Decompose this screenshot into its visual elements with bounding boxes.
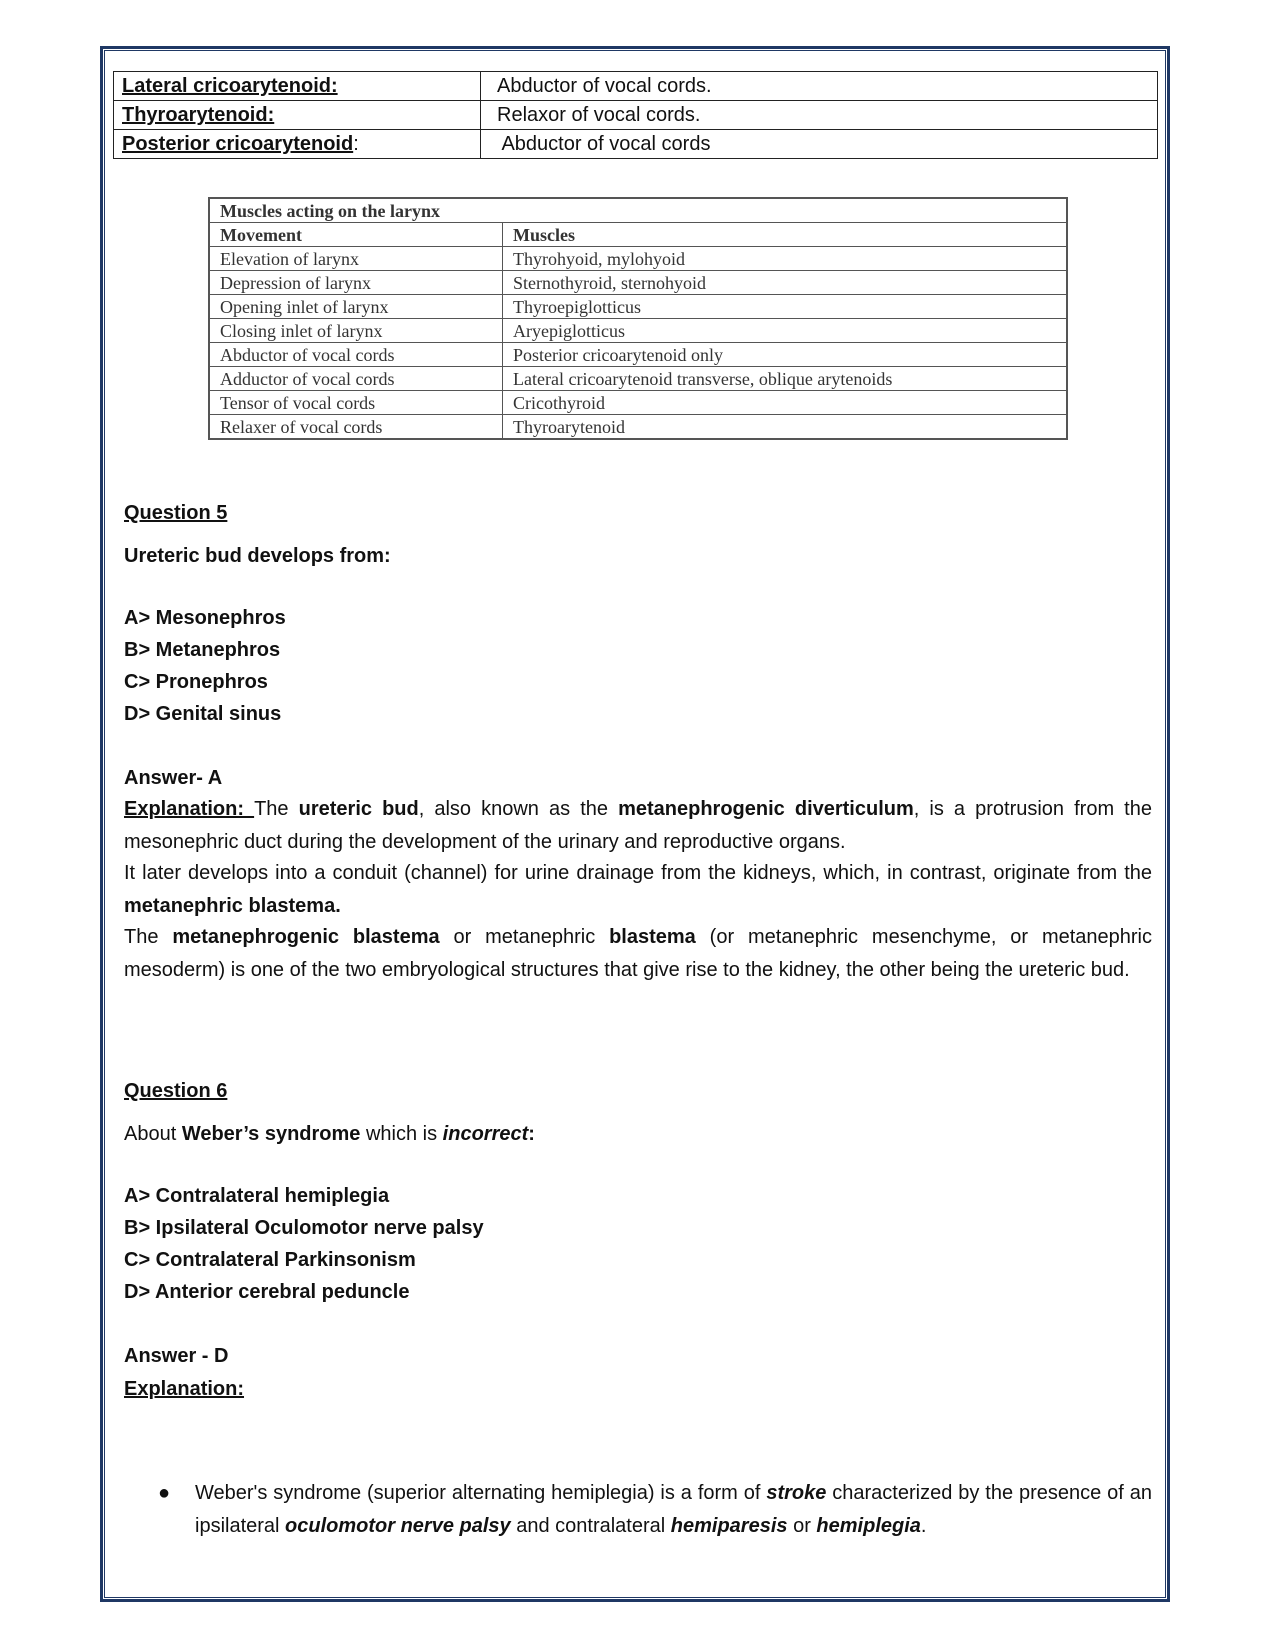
text: or	[787, 1515, 817, 1537]
muscles-cell: Aryepiglotticus	[503, 319, 1068, 343]
option-c: C> Contralateral Parkinsonism	[124, 1249, 416, 1271]
answer: Answer- A	[124, 767, 223, 789]
term-suffix: :	[353, 133, 359, 155]
muscles-cell: Cricothyroid	[503, 391, 1068, 415]
term: Thyroarytenoid:	[122, 104, 275, 126]
movement-cell: Tensor of vocal cords	[209, 391, 503, 415]
text: .	[920, 1515, 927, 1537]
larynx-muscles-table	[208, 197, 1068, 440]
answer: Answer - D	[124, 1345, 229, 1367]
bullet-list-item	[124, 1477, 1152, 1543]
text: Weber's syndrome (superior alternating hemiplegia) is a form of	[195, 1482, 767, 1504]
question-5-stem: Ureteric bud develops from:	[124, 545, 391, 567]
text: , also known as the	[418, 798, 619, 820]
table-row	[209, 271, 1067, 295]
option-a: A> Mesonephros	[124, 607, 286, 629]
term: Posterior cricoarytenoid	[122, 133, 354, 155]
table-row	[114, 101, 1158, 130]
vocal-cord-definition-table	[113, 71, 1158, 159]
explanation-paragraph-2	[124, 857, 1152, 923]
muscles-cell: Posterior cricoarytenoid only	[503, 343, 1068, 367]
term: Lateral cricoarytenoid:	[122, 75, 338, 97]
movement-cell: Closing inlet of larynx	[209, 319, 503, 343]
explanation-label: Explanation:	[124, 798, 255, 820]
description: Relaxor of vocal cords.	[481, 101, 1158, 130]
table-row	[209, 343, 1067, 367]
option-a: A> Contralateral hemiplegia	[124, 1185, 390, 1207]
bold-italic-term: incorrect	[442, 1123, 529, 1145]
movement-cell: Relaxer of vocal cords	[209, 415, 503, 440]
column-header-movement: Movement	[209, 223, 503, 247]
option-b: B> Ipsilateral Oculomotor nerve palsy	[124, 1217, 484, 1239]
muscles-cell: Thyrohyoid, mylohyoid	[503, 247, 1068, 271]
table-row	[209, 415, 1067, 440]
text: and contralateral	[510, 1515, 671, 1537]
column-header-muscles: Muscles	[503, 223, 1068, 247]
question-5-heading: Question 5	[124, 502, 228, 524]
bullet-icon: ●	[158, 1482, 171, 1504]
muscles-cell: Sternothyroid, sternohyoid	[503, 271, 1068, 295]
muscles-cell: Thyroepiglotticus	[503, 295, 1068, 319]
movement-cell: Adductor of vocal cords	[209, 367, 503, 391]
bold-term: metanephrogenic blastema	[172, 926, 440, 948]
text: :	[528, 1123, 535, 1145]
bold-italic-term: hemiparesis	[670, 1515, 788, 1537]
text: About	[124, 1123, 182, 1145]
text: or metanephric	[439, 926, 610, 948]
option-b: B> Metanephros	[124, 639, 281, 661]
table-row	[209, 247, 1067, 271]
text: characterized by the presence of an ipsilateral	[195, 1482, 1153, 1537]
bold-term: Weber’s syndrome	[181, 1123, 361, 1145]
text: The	[124, 926, 173, 948]
table-title: Muscles acting on the larynx	[209, 198, 1067, 223]
table-row	[209, 367, 1067, 391]
text: , is a protrusion from the mesonephric duct during the development of the urinary and reproductive organs.	[124, 798, 1152, 853]
text: The	[254, 798, 299, 820]
movement-cell: Elevation of larynx	[209, 247, 503, 271]
text: It later develops into a conduit (channel) for urine drainage from the kidneys, which, in contrast, originate from the	[124, 862, 1152, 884]
bold-term: metanephric blastema.	[124, 895, 341, 917]
table-row	[209, 391, 1067, 415]
muscles-cell: Lateral cricoarytenoid transverse, oblique arytenoids	[503, 367, 1068, 391]
table-row	[114, 130, 1158, 159]
movement-cell: Opening inlet of larynx	[209, 295, 503, 319]
description: Abductor of vocal cords.	[481, 72, 1158, 101]
text: (or metanephric mesenchyme, or metanephric mesoderm) is one of the two embryological structures that give rise to the kidney, the other being the ureteric bud.	[124, 926, 1153, 981]
option-d: D> Anterior cerebral peduncle	[124, 1281, 410, 1303]
movement-cell: Abductor of vocal cords	[209, 343, 503, 367]
explanation-label: Explanation:	[124, 1378, 245, 1400]
explanation-paragraph-3	[124, 921, 1152, 987]
text: which is	[360, 1123, 443, 1145]
bold-term: blastema	[609, 926, 696, 948]
table-row	[209, 319, 1067, 343]
question-6-heading: Question 6	[124, 1080, 228, 1102]
question-6-stem	[124, 1118, 535, 1150]
muscles-cell: Thyroarytenoid	[503, 415, 1068, 440]
option-d: D> Genital sinus	[124, 703, 282, 725]
table-row	[209, 295, 1067, 319]
description: Abductor of vocal cords	[481, 130, 1158, 159]
bold-italic-term: stroke	[766, 1482, 827, 1504]
option-c: C> Pronephros	[124, 671, 268, 693]
bullet-text	[195, 1477, 1152, 1543]
bold-italic-term: hemiplegia	[816, 1515, 921, 1537]
explanation-paragraph-1	[124, 793, 1152, 859]
movement-cell: Depression of larynx	[209, 271, 503, 295]
bold-italic-term: oculomotor nerve palsy	[285, 1515, 511, 1537]
bold-term: metanephrogenic diverticulum	[618, 798, 914, 820]
table-row	[114, 72, 1158, 101]
bold-term: ureteric bud	[298, 798, 419, 820]
